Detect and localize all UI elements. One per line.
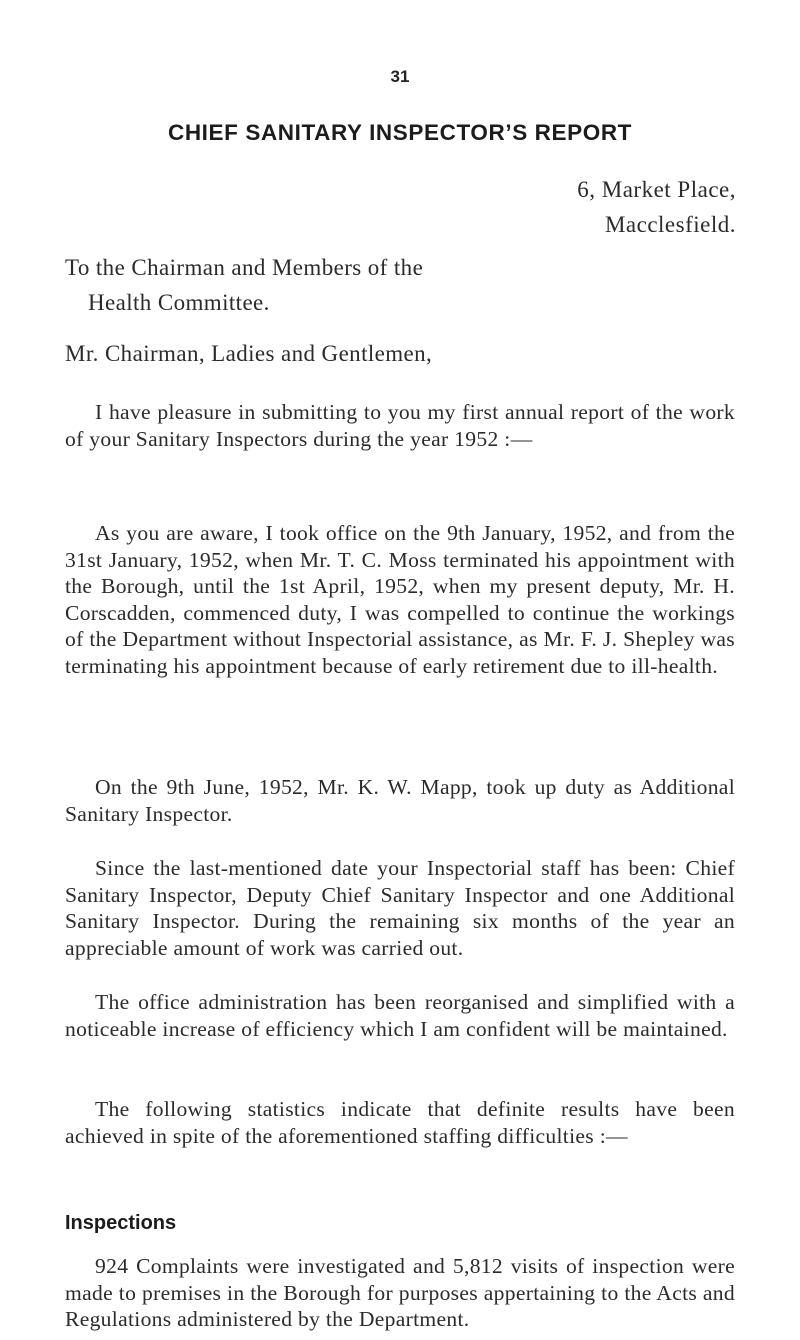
- addressee: [65, 250, 423, 320]
- paragraph-statistics: The following statistics indicate that definite results have been achieved in spite of the aforementioned staffing difficulties :—: [65, 1097, 735, 1148]
- addressee-line-2: Health Committee.: [88, 290, 270, 315]
- address-line-1: 6, Market Place,: [577, 177, 736, 202]
- addressee-line-1: To the Chairman and Members of the: [65, 255, 424, 280]
- paragraph-intro: I have pleasure in submitting to you my first annual report of the work of your Sanitary Inspectors during the year 1952 :—: [65, 400, 735, 451]
- greeting: Mr. Chairman, Ladies and Gentlemen,: [65, 341, 433, 366]
- section-heading-inspections: Inspections: [65, 1212, 177, 1234]
- paragraph-inspections: 924 Complaints were investigated and 5,812 visits of inspection were made to premises in the Borough for purposes appertaining to the Acts and Regulations administered by the Department.: [65, 1254, 735, 1331]
- paragraph-administration: The office administration has been reorganised and simplified with a noticeable increase of efficiency which I am confident will be maintained.: [65, 990, 735, 1041]
- paragraph-staff-composition: Since the last-mentioned date your Inspectorial staff has been: Chief Sanitary Inspector, Deputy Chief Sanitary Inspector and one Additional Sanitary Inspector. During the remaining six months of the year an appreciable amount of work was carried out.: [65, 856, 735, 960]
- address-line-2: Macclesfield.: [604, 212, 736, 237]
- sender-address: [577, 172, 736, 242]
- report-title: CHIEF SANITARY INSPECTOR’S REPORT: [167, 120, 633, 145]
- paragraph-appointment: On the 9th June, 1952, Mr. K. W. Mapp, took up duty as Additional Sanitary Inspector.: [65, 775, 735, 826]
- paragraph-staffing: As you are aware, I took office on the 9th January, 1952, and from the 31st January, 1952, when Mr. T. C. Moss terminated his appointment with the Borough, until the 1st April, 1952, when my present deputy, Mr. H. Corscadden, commenced duty, I was compelled to continue the workings of the Department without Inspectorial assistance, as Mr. F. J. Shepley was terminating his appointment because of early retirement due to ill-health.: [65, 521, 735, 678]
- page-number: 31: [390, 67, 410, 86]
